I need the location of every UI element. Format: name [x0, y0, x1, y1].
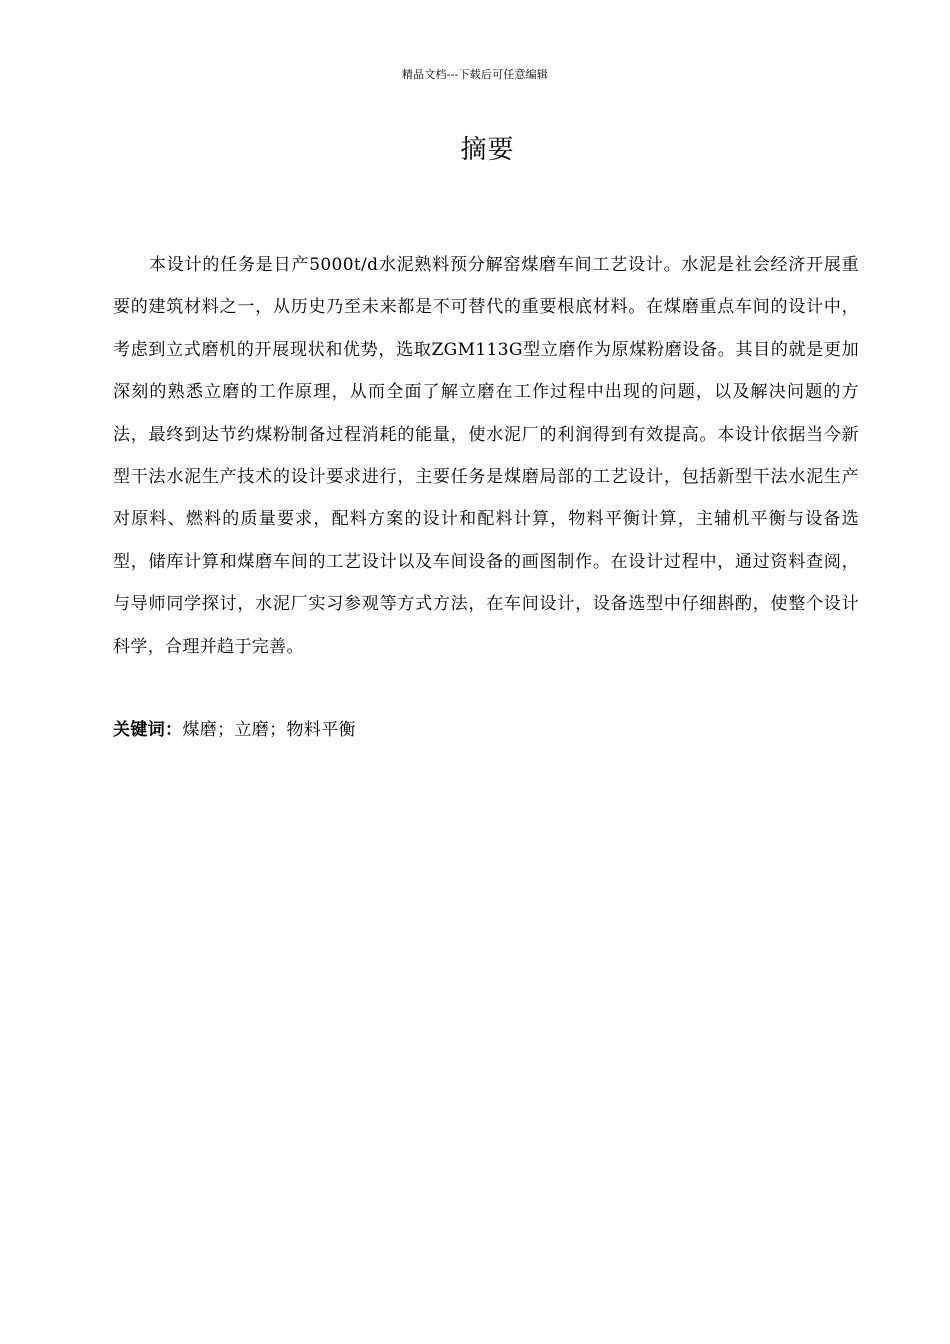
- page-title: 摘要: [460, 135, 515, 165]
- abstract-paragraph: 本设计的任务是日产5000t/d水泥熟料预分解窑煤磨车间工艺设计。水泥是社会经济开展重要的建筑材料之一，从历史乃至未来都是不可替代的重要根底材料。在煤磨重点车间的设计中，考虑到立式磨机的开展现状和优势，选取ZGM113G型立磨作为原煤粉磨设备。其目的就是更加深刻的熟悉立磨的工作原理，从而全面了解立磨在工作过程中出现的问题，以及解决问题的方法，最终到达节约煤粉制备过程消耗的能量，使水泥厂的利润得到有效提高。本设计依据当今新型干法水泥生产技术的设计要求进行，主要任务是煤磨局部的工艺设计，包括新型干法水泥生产对原料、燃料的质量要求，配料方案的设计和配料计算，物料平衡计算，主辅机平衡与设备选型，储库计算和煤磨车间的工艺设计以及车间设备的画图制作。在设计过程中，通过资料查阅，与导师同学探讨，水泥厂实习参观等方式方法，在车间设计，设备选型中仔细斟酌，使整个设计科学，合理并趋于完善。: [113, 255, 859, 657]
- keywords-line: [113, 710, 859, 750]
- page-header-note: 精品文档---下载后可任意编辑: [401, 68, 549, 81]
- keywords-label: 关键词：: [113, 720, 183, 740]
- keywords-value: 煤磨；立磨；物料平衡: [182, 720, 356, 740]
